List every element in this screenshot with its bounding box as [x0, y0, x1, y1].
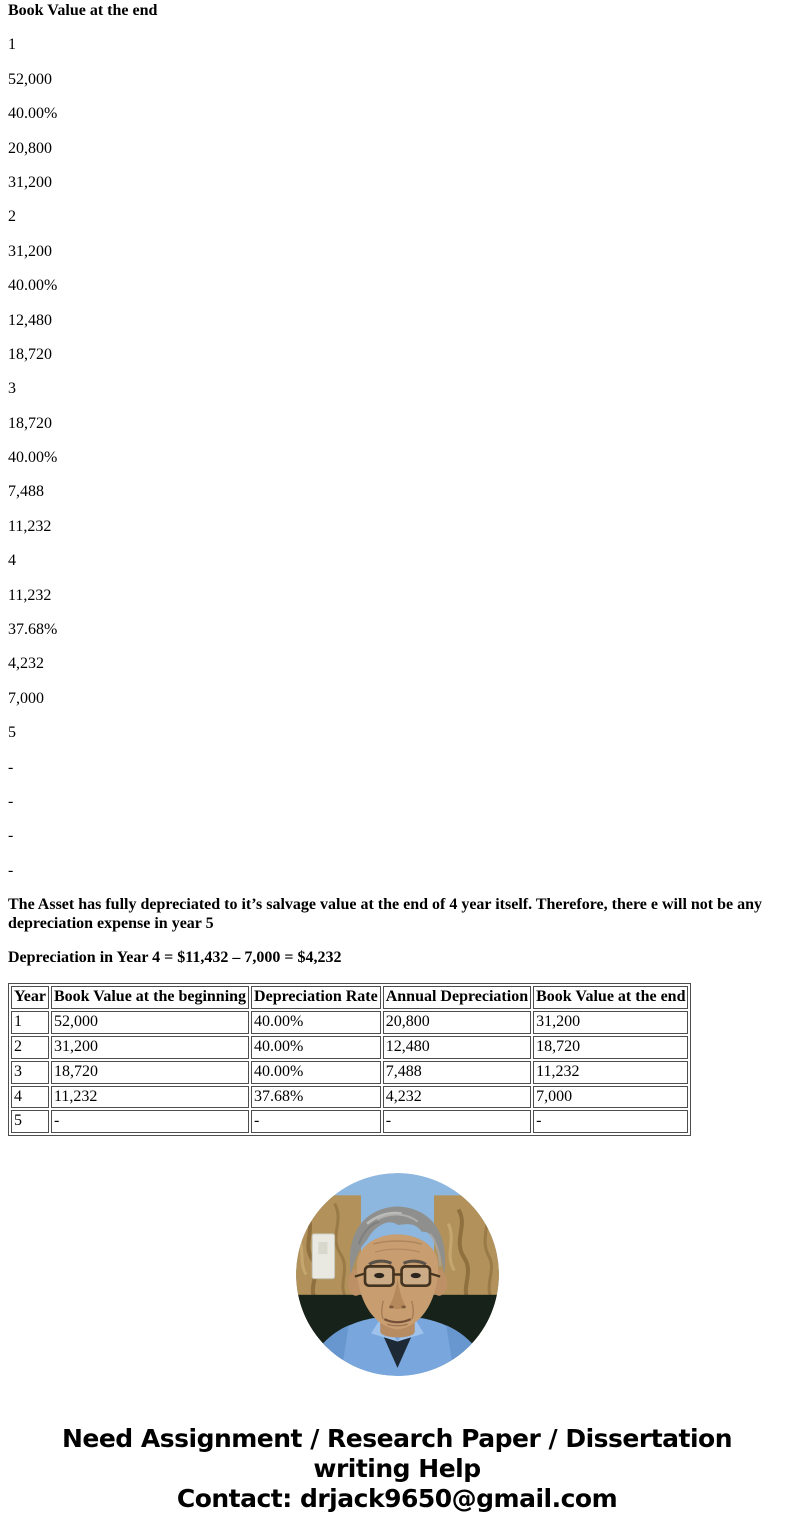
- table-row: [11, 1110, 688, 1133]
- value-line: 4,232: [8, 655, 44, 673]
- value-line: 20,800: [8, 139, 52, 157]
- table-cell: 2: [11, 1036, 49, 1059]
- table-cell: 4: [11, 1086, 49, 1109]
- value-line: 7,488: [8, 483, 44, 501]
- table-cell: -: [251, 1110, 381, 1133]
- table-cell: 3: [11, 1061, 49, 1084]
- header-book-value-end: Book Value at the end: [533, 986, 688, 1009]
- help-banner-line-2: writing Help: [313, 1454, 481, 1484]
- table-header-row: [11, 986, 688, 1009]
- table-cell: 11,232: [51, 1086, 249, 1109]
- table-cell: 31,200: [51, 1036, 249, 1059]
- table-cell: 4,232: [383, 1086, 531, 1109]
- header-year: Year: [11, 986, 49, 1009]
- value-line: 40.00%: [8, 105, 58, 123]
- value-line: 31,200: [8, 173, 52, 191]
- table-cell: 40.00%: [251, 1036, 381, 1059]
- table-cell: -: [533, 1110, 688, 1133]
- table-row: [11, 1061, 688, 1084]
- value-line: -: [8, 861, 14, 879]
- value-line: 11,232: [8, 586, 52, 604]
- value-line: -: [8, 827, 14, 845]
- value-line: 12,480: [8, 311, 52, 329]
- table-cell: 12,480: [383, 1036, 531, 1059]
- value-line: 3: [8, 380, 16, 398]
- value-line: 40.00%: [8, 277, 58, 295]
- value-line: 52,000: [8, 70, 52, 88]
- depreciation-table: [8, 983, 691, 1136]
- table-cell: 40.00%: [251, 1011, 381, 1034]
- contact-email-line: Contact: drjack9650@gmail.com: [176, 1484, 618, 1514]
- table-body: [11, 1011, 688, 1133]
- table-cell: 20,800: [383, 1011, 531, 1034]
- table-header: [11, 986, 688, 1009]
- table-cell: 18,720: [51, 1061, 249, 1084]
- value-line: 18,720: [8, 345, 52, 363]
- table-cell: 52,000: [51, 1011, 249, 1034]
- tutor-portrait-illustration: [296, 1173, 499, 1376]
- table-row: [11, 1086, 688, 1109]
- section-heading: Book Value at the end: [8, 2, 158, 19]
- table-cell: 1: [11, 1011, 49, 1034]
- value-line: 11,232: [8, 517, 52, 535]
- table-cell: 5: [11, 1110, 49, 1133]
- value-line: 5: [8, 724, 16, 742]
- table-cell: 7,488: [383, 1061, 531, 1084]
- value-line: 2: [8, 208, 16, 226]
- table-row: [11, 1011, 688, 1034]
- table-cell: 37.68%: [251, 1086, 381, 1109]
- table-cell: 18,720: [533, 1036, 688, 1059]
- value-line: 18,720: [8, 414, 52, 432]
- help-banner-line-1: Need Assignment / Research Paper / Dissertation: [61, 1424, 733, 1454]
- formula-paragraph: Depreciation in Year 4 = $11,432 – 7,000 = $4,232: [8, 948, 342, 966]
- value-line: -: [8, 758, 14, 776]
- value-line: 4: [8, 552, 16, 570]
- table-cell: 31,200: [533, 1011, 688, 1034]
- value-line: 7,000: [8, 689, 44, 707]
- value-line: 1: [8, 36, 16, 54]
- table-cell: 7,000: [533, 1086, 688, 1109]
- table-cell: -: [51, 1110, 249, 1133]
- header-depreciation-rate: Depreciation Rate: [251, 986, 381, 1009]
- value-line: 37.68%: [8, 621, 58, 639]
- header-book-value-beginning: Book Value at the beginning: [51, 986, 249, 1009]
- value-line: 31,200: [8, 242, 52, 260]
- table-row: [11, 1036, 688, 1059]
- value-line: 40.00%: [8, 449, 58, 467]
- value-line: -: [8, 792, 14, 810]
- table-cell: -: [383, 1110, 531, 1133]
- table-cell: 11,232: [533, 1061, 688, 1084]
- note-paragraph: The Asset has fully depreciated to it’s salvage value at the end of 4 year itself. Therefore, there e will not be any depreciation expense in year 5: [8, 896, 763, 932]
- tutor-portrait-photo: [296, 1173, 499, 1376]
- header-annual-depreciation: Annual Depreciation: [383, 986, 531, 1009]
- help-banner: [8, 1424, 786, 1514]
- table-cell: 40.00%: [251, 1061, 381, 1084]
